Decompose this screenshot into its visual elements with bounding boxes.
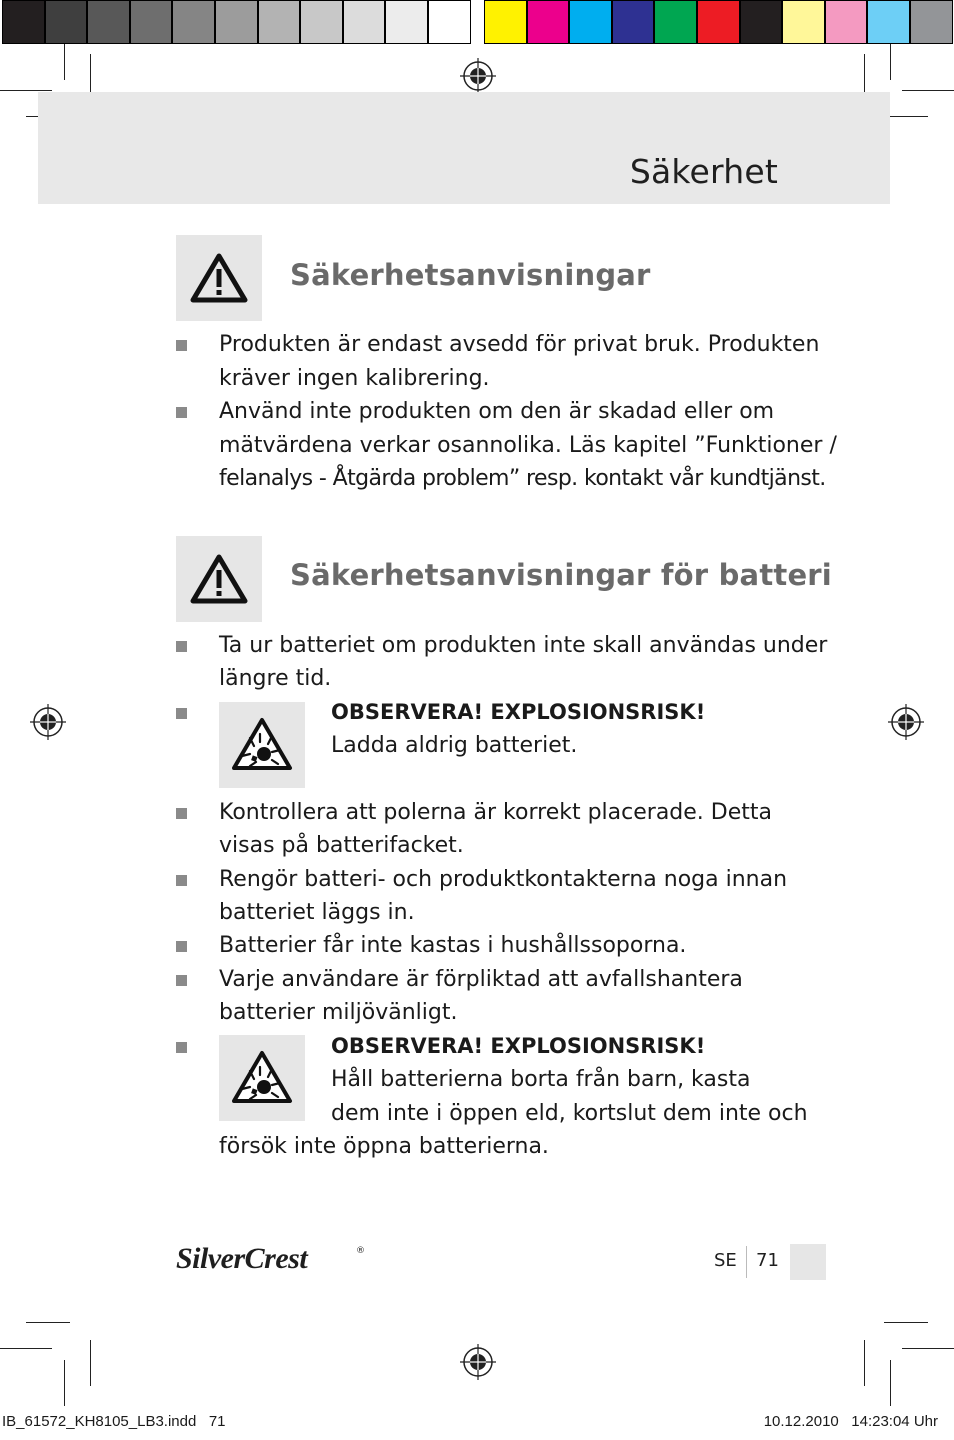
color-swatch xyxy=(87,0,130,44)
list-item-text: Ta ur batteriet om produkten inte skall användas under xyxy=(219,633,828,658)
color-swatch xyxy=(782,0,825,44)
color-swatch xyxy=(428,0,471,44)
color-swatch xyxy=(45,0,88,44)
bullet-icon xyxy=(176,975,187,986)
explosion-warning-icon xyxy=(230,716,294,774)
list-item-text: Använd inte produkten om den är skadad eller om xyxy=(219,399,775,424)
warning-text: Ladda aldrig batteriet. xyxy=(331,733,578,758)
warning-text: försök inte öppna batterierna. xyxy=(219,1134,549,1159)
color-swatch xyxy=(910,0,953,44)
color-swatch xyxy=(172,0,215,44)
list-item-text: Kontrollera att polerna är korrekt placerade. Detta xyxy=(219,800,772,825)
list-item-text: Varje användare är förpliktad att avfallshantera xyxy=(219,967,743,992)
section-title: Säkerhetsanvisningar xyxy=(290,258,651,292)
page-tab xyxy=(790,1244,826,1280)
color-swatch xyxy=(343,0,386,44)
bullet-icon xyxy=(176,641,187,652)
warning-box xyxy=(176,235,262,321)
color-swatch xyxy=(740,0,783,44)
slug-file: IB_61572_KH8105_LB3.indd 71 xyxy=(2,1413,226,1430)
warning-triangle-icon xyxy=(190,553,248,605)
list-item-text: batterier miljövänligt. xyxy=(219,1000,458,1025)
list-item-text: felanalys - Åtgärda problem” resp. kontakt vår kundtjänst. xyxy=(219,466,826,491)
bullet-icon xyxy=(176,941,187,952)
color-swatch xyxy=(484,0,527,44)
explosion-warning-box xyxy=(219,1035,305,1121)
list-item-text: visas på batterifacket. xyxy=(219,833,464,858)
bullet-icon xyxy=(176,407,187,418)
warning-heading: OBSERVERA! EXPLOSIONSRISK! xyxy=(331,1034,706,1058)
list-item-text: batteriet läggs in. xyxy=(219,900,415,925)
warning-box xyxy=(176,536,262,622)
list-item-text: Rengör batteri- och produktkontakterna noga innan xyxy=(219,867,788,892)
color-swatch xyxy=(654,0,697,44)
color-swatch xyxy=(258,0,301,44)
divider xyxy=(746,1246,747,1278)
color-swatch xyxy=(612,0,655,44)
explosion-warning-icon xyxy=(230,1049,294,1107)
color-swatch xyxy=(300,0,343,44)
warning-heading: OBSERVERA! EXPLOSIONSRISK! xyxy=(331,700,706,724)
color-swatch xyxy=(569,0,612,44)
color-swatch xyxy=(130,0,173,44)
color-swatch xyxy=(2,0,45,44)
bullet-icon xyxy=(176,708,187,719)
color-swatch xyxy=(527,0,570,44)
registration-mark-icon xyxy=(460,1344,496,1380)
color-swatch xyxy=(825,0,868,44)
page-number: 71 xyxy=(756,1250,779,1271)
registration-mark-icon xyxy=(460,58,496,94)
registered-mark: ® xyxy=(356,1246,365,1256)
warning-text: Håll batterierna borta från barn, kasta xyxy=(331,1067,751,1092)
bullet-icon xyxy=(176,875,187,886)
registration-mark-icon xyxy=(888,704,924,740)
registration-mark-icon xyxy=(30,704,66,740)
color-swatch xyxy=(385,0,428,44)
list-item-text: mätvärdena verkar osannolika. Läs kapitel ”Funktioner / xyxy=(219,433,837,458)
list-item-text: Produkten är endast avsedd för privat bruk. Produkten xyxy=(219,332,820,357)
color-swatch xyxy=(867,0,910,44)
warning-text: dem inte i öppen eld, kortslut dem inte och xyxy=(331,1101,808,1126)
bullet-icon xyxy=(176,808,187,819)
section-title: Säkerhetsanvisningar för batteri xyxy=(290,558,832,592)
color-swatch xyxy=(697,0,740,44)
list-item-text: längre tid. xyxy=(219,666,332,691)
explosion-warning-box xyxy=(219,702,305,788)
list-item-text: Batterier får inte kastas i hushållssoporna. xyxy=(219,933,687,958)
page-title: Säkerhet xyxy=(629,152,778,191)
color-swatch xyxy=(215,0,258,44)
slug-timestamp: 10.12.2010 14:23:04 Uhr xyxy=(763,1413,938,1430)
language-code: SE xyxy=(714,1250,737,1271)
bullet-icon xyxy=(176,1042,187,1053)
list-item-text: kräver ingen kalibrering. xyxy=(219,366,490,391)
brand-logo: SilverCrest xyxy=(176,1242,308,1275)
bullet-icon xyxy=(176,340,187,351)
warning-triangle-icon xyxy=(190,252,248,304)
